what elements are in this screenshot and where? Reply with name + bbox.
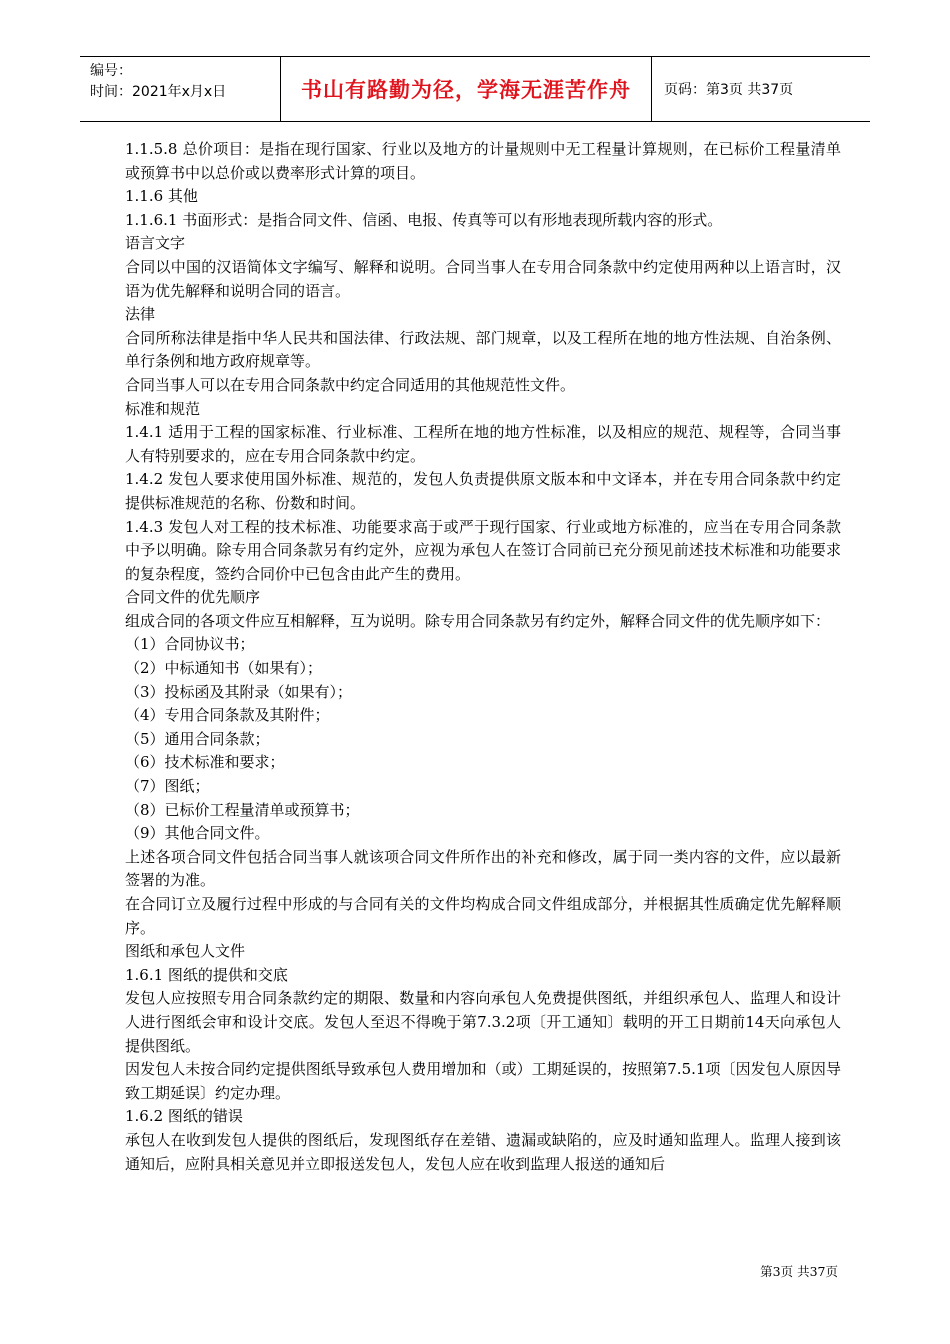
list-item: （2）中标通知书（如果有）； (125, 659, 323, 678)
paragraph: 1.1.6.1 书面形式：是指合同文件、信函、电报、传真等可以有形地表现所载内容的形式。 (125, 210, 723, 229)
paragraph: 在合同订立及履行过程中形成的与合同有关的文件均构成合同文件组成部分，并根据其性质确定优先解释顺序。 (125, 895, 841, 937)
list-item: （5）通用合同条款； (125, 729, 270, 748)
header-motto: 书山有路勤为径，学海无涯苦作舟 (280, 57, 652, 121)
list-item: （8）已标价工程量清单或预算书； (125, 800, 360, 819)
list-item: （9）其他合同文件。 (125, 824, 270, 843)
paragraph: 1.1.5.8 总价项目：是指在现行国家、行业以及地方的计量规则中无工程量计算规则，在已标价工程量清单或预算书中以总价或以费率形式计算的项目。 (125, 140, 841, 182)
section-heading: 语言文字 (125, 234, 186, 253)
paragraph: 上述各项合同文件包括合同当事人就该项合同文件所作出的补充和修改，属于同一类内容的文件，应以最新签署的为准。 (125, 847, 841, 890)
document-time-label: 时间：2021年x月x日 (90, 84, 227, 100)
list-item: （1）合同协议书； (125, 635, 255, 654)
list-item: （6）技术标准和要求； (125, 753, 285, 772)
section-heading: 图纸和承包人文件 (125, 942, 246, 961)
section-heading: 1.6.1 图纸的提供和交底 (125, 965, 288, 984)
paragraph: 因发包人未按合同约定提供图纸导致承包人费用增加和（或）工期延误的，按照第7.5.1项〔因发包人原因导致工期延误〕约定办理。 (125, 1060, 841, 1102)
paragraph: 1.4.1 适用于工程的国家标准、行业标准、工程所在地的地方性标准，以及相应的规范、规程等，合同当事人有特别要求的，应在专用合同条款中约定。 (125, 423, 841, 465)
paragraph: 合同以中国的汉语简体文字编写、解释和说明。合同当事人在专用合同条款中约定使用两种以上语言时，汉语为优先解释和说明合同的语言。 (125, 257, 841, 300)
page-footer: 第3页 共37页 (760, 1264, 838, 1279)
paragraph: 承包人在收到发包人提供的图纸后，发现图纸存在差错、遗漏或缺陷的，应及时通知监理人。监理人接到该通知后，应附具相关意见并立即报送发包人，发包人应在收到监理人报送的通知后 (125, 1130, 841, 1173)
header-meta (80, 57, 280, 121)
section-heading: 1.6.2 图纸的错误 (125, 1107, 243, 1126)
document-number-label: 编号： (90, 63, 132, 79)
document-body (125, 138, 841, 1176)
page-header (80, 56, 870, 122)
section-heading: 1.1.6 其他 (125, 187, 198, 206)
list-item: （3）投标函及其附录（如果有）； (125, 682, 353, 701)
paragraph: 组成合同的各项文件应互相解释，互为说明。除专用合同条款另有约定外，解释合同文件的优先顺序如下： (125, 611, 831, 630)
paragraph: 合同所称法律是指中华人民共和国法律、行政法规、部门规章，以及工程所在地的地方性法规、自治条例、单行条例和地方政府规章等。 (125, 328, 841, 371)
list-item: （7）图纸； (125, 777, 210, 796)
list-item: （4）专用合同条款及其附件； (125, 706, 330, 725)
section-heading: 标准和规范 (125, 399, 201, 418)
paragraph: 发包人应按照专用合同条款约定的期限、数量和内容向承包人免费提供图纸，并组织承包人、监理人和设计人进行图纸会审和设计交底。发包人至迟不得晚于第7.3.2项〔开工通知〕载明的开工日期前14天向承包人提供图纸。 (125, 989, 841, 1055)
section-heading: 法律 (125, 305, 156, 324)
section-heading: 合同文件的优先顺序 (125, 588, 261, 607)
paragraph: 1.4.2 发包人要求使用国外标准、规范的，发包人负责提供原文版本和中文译本，并在专用合同条款中约定提供标准规范的名称、份数和时间。 (125, 470, 841, 512)
paragraph: 合同当事人可以在专用合同条款中约定合同适用的其他规范性文件。 (125, 375, 576, 394)
paragraph: 1.4.3 发包人对工程的技术标准、功能要求高于或严于现行国家、行业或地方标准的，应当在专用合同条款中予以明确。除专用合同条款另有约定外，应视为承包人在签订合同前已充分预见前述技术标准和功能要求的复杂程度，签约合同价中已包含由此产生的费用。 (125, 517, 841, 583)
header-page-number: 页码：第3页 共37页 (664, 82, 794, 98)
